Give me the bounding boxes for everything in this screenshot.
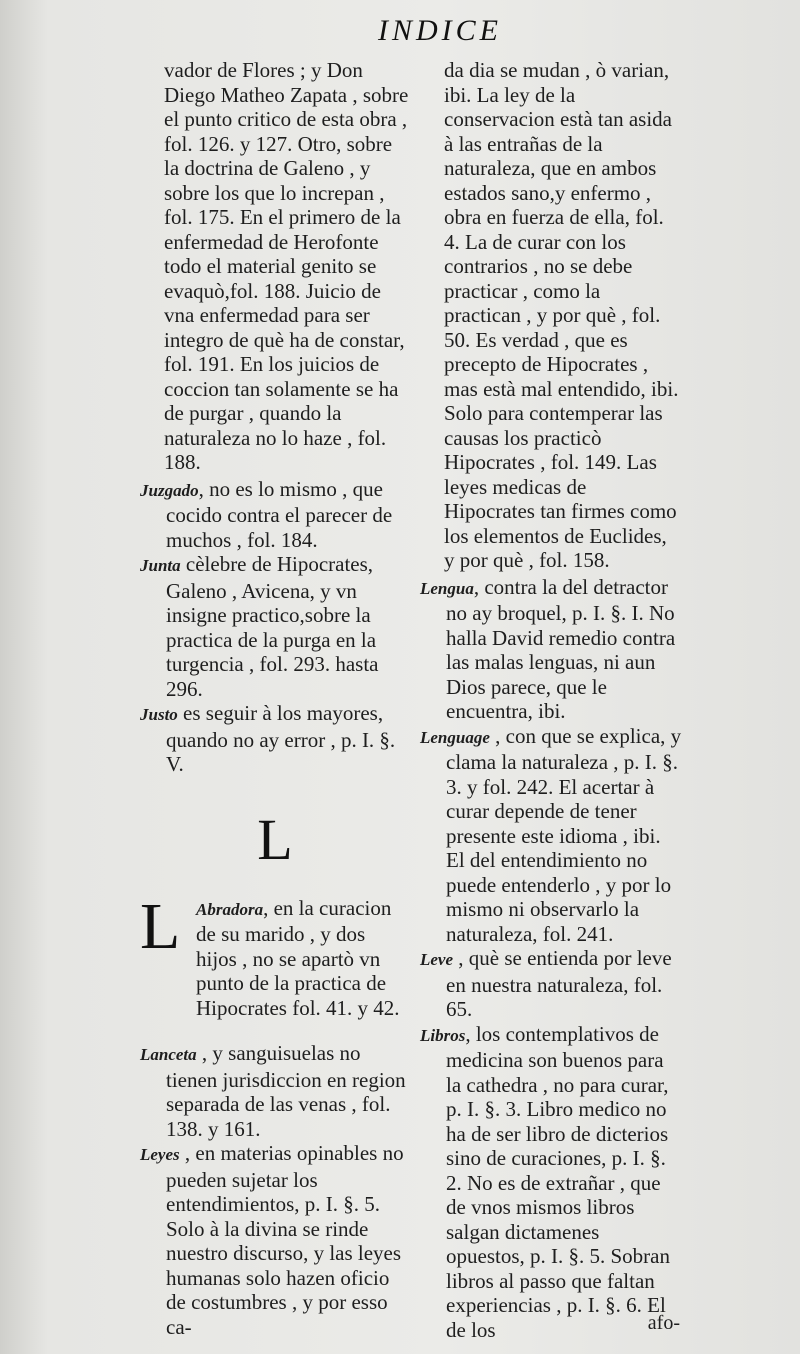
index-entry-dropcap xyxy=(140,889,410,1021)
entry-term: Libros xyxy=(420,1025,466,1045)
running-head: INDICE xyxy=(378,14,502,47)
left-column xyxy=(140,58,410,1339)
page-header xyxy=(0,14,800,58)
entry-term: Junta xyxy=(140,556,181,575)
entry-text: , los contemplativos de medicina son buenos para la cathedra , no para curar, p. I. §. 3. Libro medico no ha de ser libro de dicterios sino de curaciones, p. I. §. 2. No es de extrañar , que de vnos mismos libros salgan dictamenes opuestos, p. I. §. 5. Sobran libros al passo que faltan experiencias , p. I. §. 6. El de los xyxy=(446,1021,670,1342)
index-entry xyxy=(140,1141,410,1339)
index-entry xyxy=(140,552,410,701)
entry-term: Abradora xyxy=(196,899,264,919)
entry-text: , contra la del detractor no ay broquel, p. I. §. I. No halla David remedio contra las malas lenguas, ni aun Dios parece, que le encuentra, ibi. xyxy=(446,574,676,723)
entry-term: Lengua xyxy=(420,578,474,598)
entry-term: Leyes xyxy=(140,1145,180,1164)
entry-text: , què se entienda por leve en nuestra naturaleza, fol. 65. xyxy=(446,946,672,1021)
index-entry xyxy=(420,946,682,1022)
entry-term: Leve xyxy=(420,950,454,969)
entry-text: , y sanguisuelas no tienen jurisdiccion en region separada de las venas , fol. 138. y 161. xyxy=(166,1041,406,1141)
catchword: afo- xyxy=(647,1312,680,1334)
continuation-text: vador de Flores ; y Don Diego Matheo Zapata , sobre el punto critico de esta obra , fol. 126. y 127. Otro, sobre la doctrina de Galeno , y sobre los que lo increpan , fol. 175. En el primero de la enfermedad de Herofonte todo el material genito se evaquò,fol. 188. Juicio de vna enfermedad para ser integro de què ha de constar, fol. 191. En los juicios de coccion tan solamente se ha de purgar , quando la naturaleza no lo haze , fol. 188. xyxy=(164,58,409,474)
section-letter: L xyxy=(257,806,293,872)
entry-term: Lanceta xyxy=(140,1045,197,1064)
index-entry xyxy=(140,477,410,553)
entry-text: , en la curacion de su marido , y dos hijos , no se apartò vn punto de la practica de Hipocrates fol. 41. y 42. xyxy=(196,895,400,1020)
index-entry xyxy=(420,1022,682,1343)
entry-text: es seguir à los mayores, quando no ay error , p. I. §. V. xyxy=(166,701,396,776)
entry-term: Justo xyxy=(140,705,178,724)
entry-text: cèlebre de Hipocrates, Galeno , Avicena, y vn insigne practico,sobre la practica de la purga en la turgencia , fol. 293. hasta 296. xyxy=(166,552,379,701)
index-entry xyxy=(140,701,410,777)
entry-text: , no es lo mismo , que cocido contra el parecer de muchos , fol. 184. xyxy=(166,476,393,552)
index-entry xyxy=(420,575,682,724)
entry-body xyxy=(196,896,410,1021)
index-entry xyxy=(140,1041,410,1141)
entry-term: Lenguage xyxy=(420,727,490,747)
drop-cap: L xyxy=(140,889,181,963)
right-column xyxy=(420,58,682,1342)
entry-text: , en materias opinables no pueden sujetar los entendimientos, p. I. §. 5. Solo à la divina se rinde nuestro discurso, y las leyes humanas solo hazen oficio de costumbres , y por esso ca- xyxy=(166,1141,404,1339)
entry-term: Juzgado xyxy=(140,480,199,500)
continuation-text: da dia se mudan , ò varian, ibi. La ley de la conservacion està tan asida à las entrañas de la naturaleza, que en ambos estados sano,y enfermo , obra en fuerza de ella, fol. 4. La de curar con los contrarios , no se debe practicar , como la practican , y por què , fol. 50. Es verdad , que es precepto de Hipocrates , mas està mal entendido, ibi. Solo para contemperar las causas los practicò Hipocrates , fol. 149. Las leyes medicas de Hipocrates tan firmes como los elementos de Euclides, y por què , fol. 158. xyxy=(444,58,679,572)
index-entry xyxy=(420,724,682,947)
entry-text: , con que se explica, y clama la naturaleza , p. I. §. 3. y fol. 242. El acertar à curar depende de tener presente este idioma , ibi. El del entendimiento no puede entenderlo , y por lo mismo ni observarlo la naturaleza, fol. 241. xyxy=(446,723,682,946)
